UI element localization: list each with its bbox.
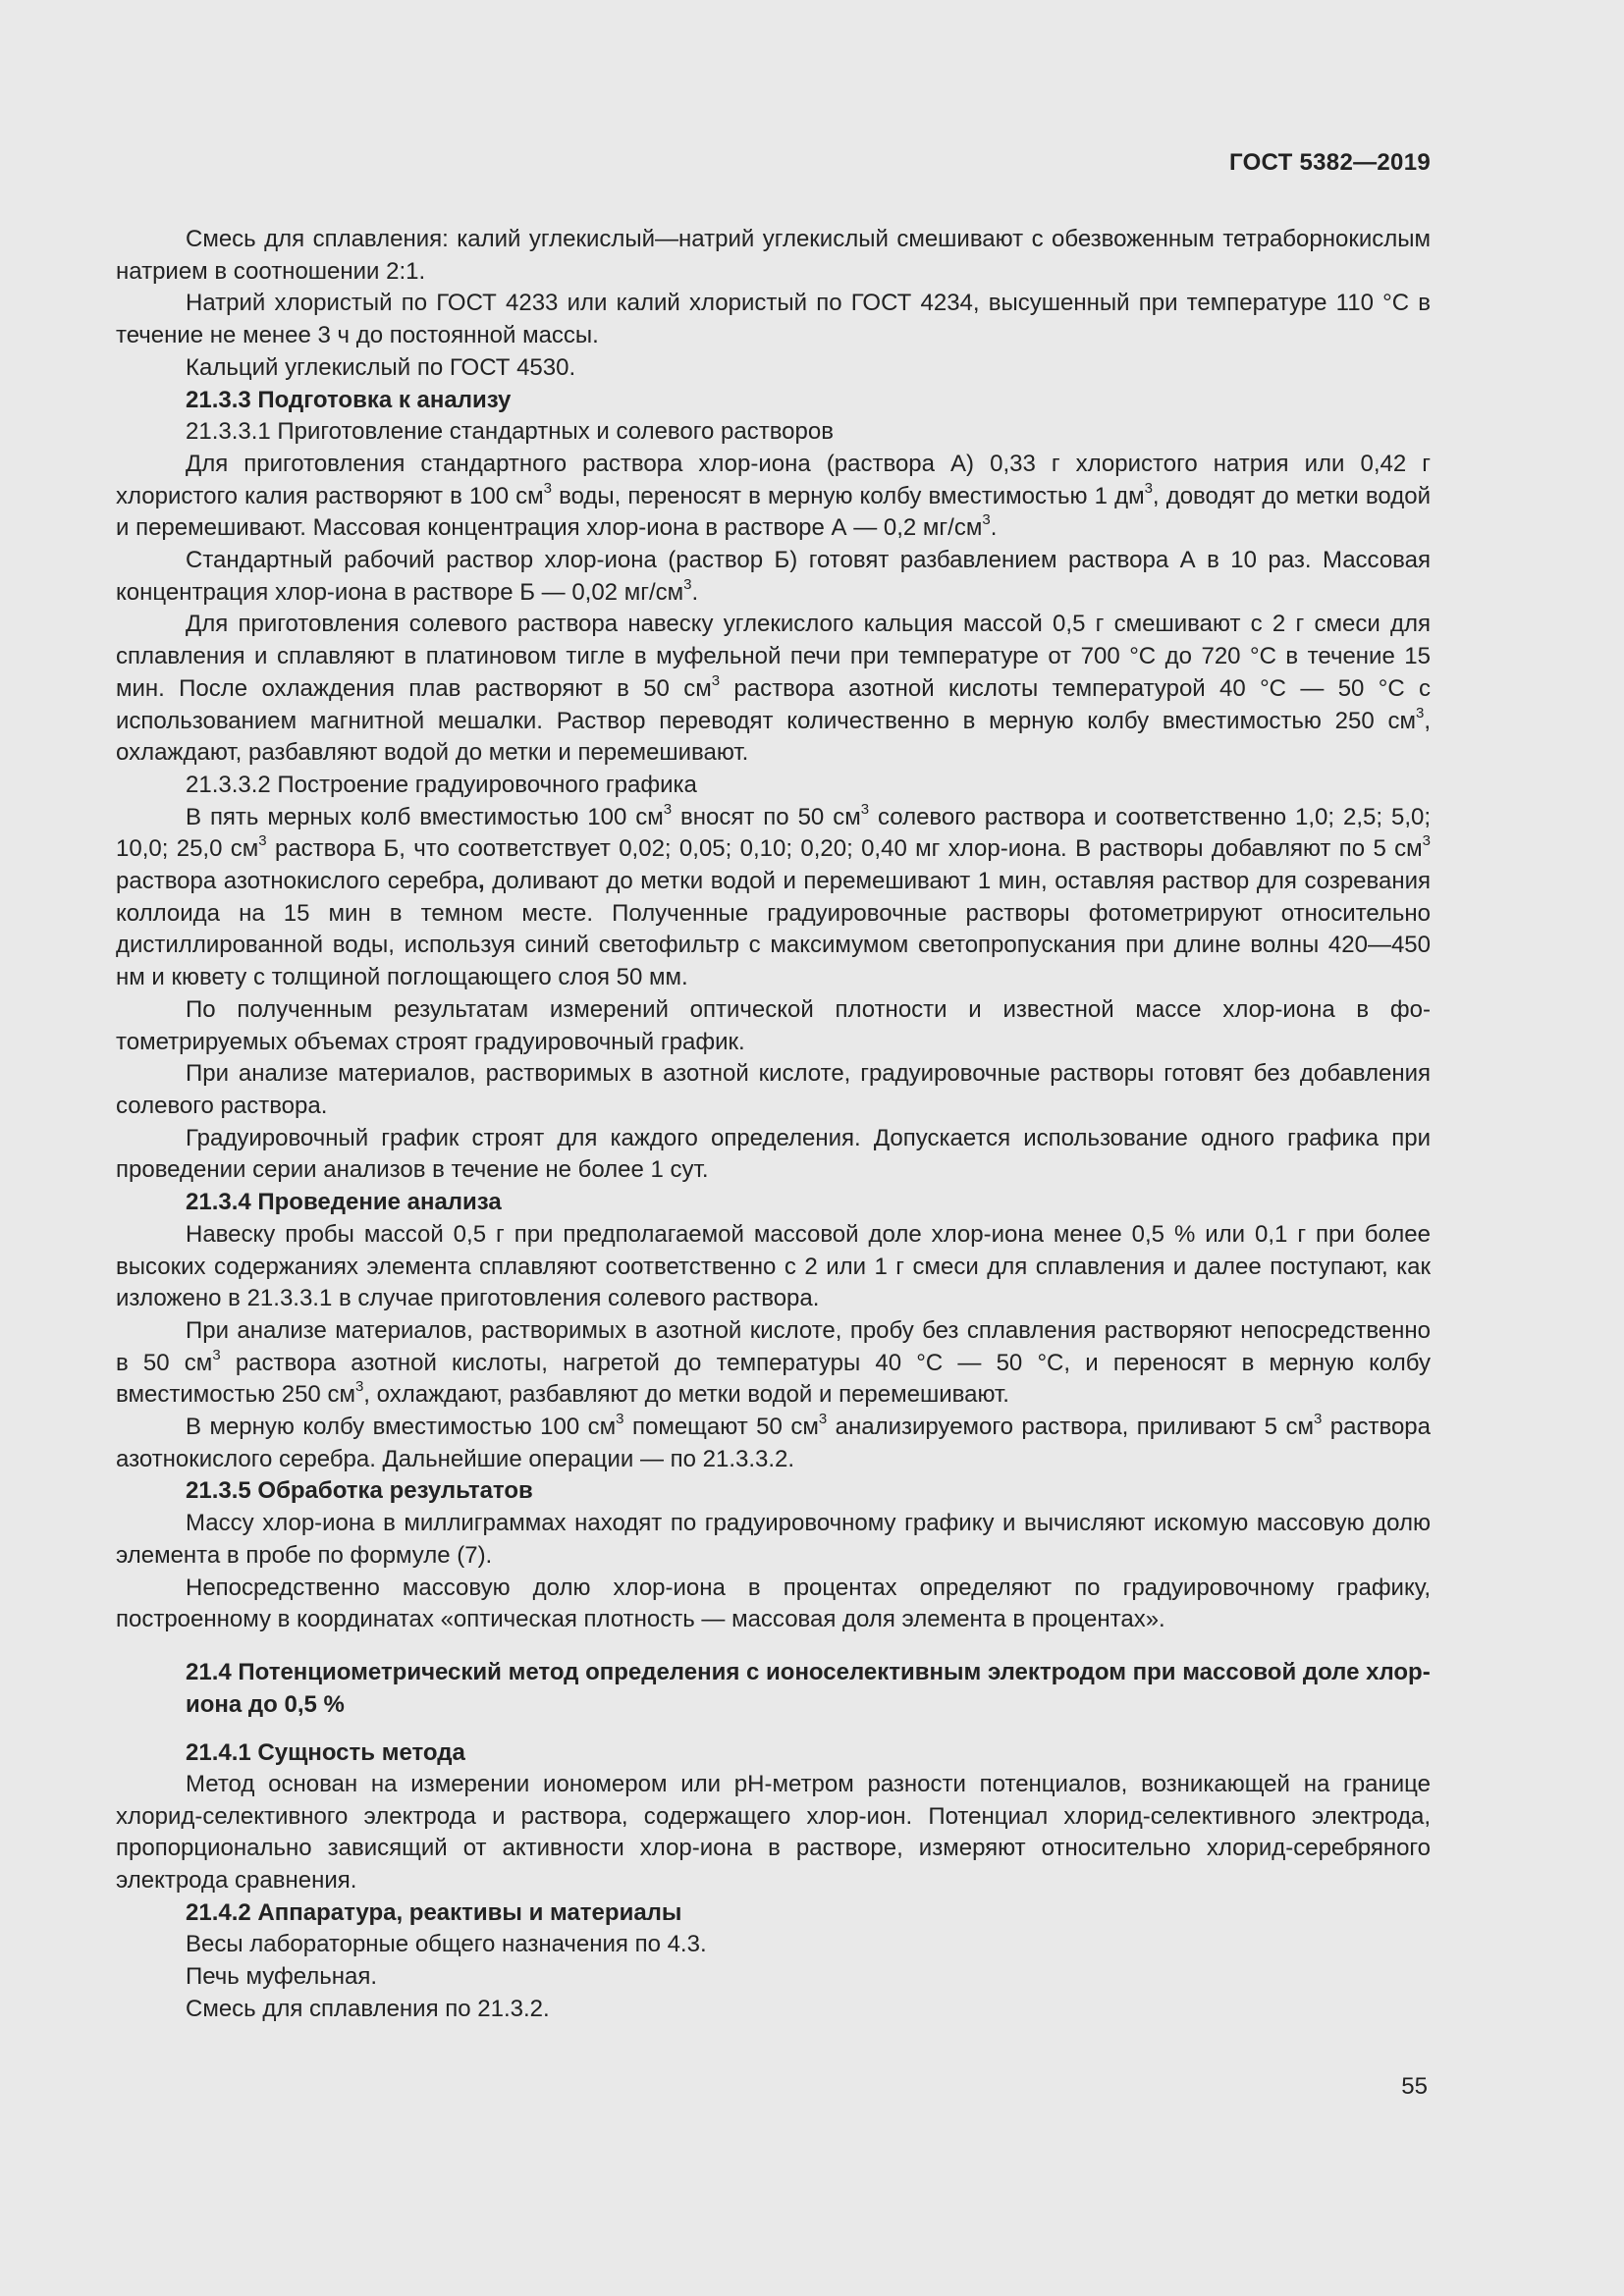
paragraph: В мерную колбу вместимостью 100 $см^3$ помещают 50 $см^3$ анализируемого раствора, приливают 5 $см^3$ раствора азотнокислого серебра. Дальнейшие операции — по 21.3.3.2. <box>116 1411 1431 1472</box>
paragraph: 21.3.3.2 Построение градуировочного графика <box>186 771 697 798</box>
paragraph: Смесь для сплавления по 21.3.2. <box>186 1995 550 2022</box>
paragraph: Навеску пробы массой 0,5 г при предполагаемой массовой доле хлор-иона менее 0,5 % или 0,1 г при более высоких содержаниях элемента сплавляют соответственно с 2 или 1 г смеси для сплавления и далее поступают, как изложено в 21.3.3.1 в случае приготовления солевого раствора. <box>116 1220 1431 1312</box>
paragraph: Печь муфельная. <box>186 1963 378 1991</box>
paragraph: Для приготовления солевого раствора навеску углекислого кальция массой 0,5 г смешивают с 2 г смеси для сплавления и сплавляют в платиновом тигле в муфельной печи при температуре от 700 °С до 720 °С в течение 15 мин. После охлаждения плав растворяют в 50 $см^3$ раствора азотной кислоты температурой 40 °С — 50 °С с использованием магнитной мешалки. Раствор переводят количественно в мерную колбу вместимостью 250 $см^3$, охлаждают, разбавляют водой до метки и перемешивают. <box>116 611 1431 767</box>
paragraph: 21.3.3.1 Приготовление стандартных и солевого растворов <box>186 418 834 446</box>
section-heading: 21.3.3 Подготовка к анализу <box>186 386 512 413</box>
section-heading: 21.4.2 Аппаратура, реактивы и материалы <box>186 1898 682 1926</box>
paragraph: Градуировочный график строят для каждого определения. Допускается использование одного графика при проведении серии анализов в течение не более 1 сут. <box>116 1124 1431 1184</box>
section-heading: 21.3.4 Проведение анализа <box>186 1189 502 1216</box>
section-heading: 21.3.5 Обработка результатов <box>186 1477 533 1505</box>
standard-code-header: ГОСТ 5382—2019 <box>1228 149 1431 176</box>
paragraph: В пять мерных колб вместимостью 100 $см^3$ вносят по 50 $см^3$ солевого раствора и соответственно 1,0; 2,5; 5,0; 10,0; 25,0 $см^3$ раствора Б, что соответствует 0,02; 0,05; 0,10; 0,20; 0,40 мг хлор-иона. В растворы добавляют по 5 $см^3$ раствора азотнокислого серебра, доливают до метки водой и перемешивают 1 мин, оставляя раствор для созревания коллоида на 15 мин в темном месте. Полученные градуировочные растворы фотометрируют относительно дистиллированной воды, используя синий светофильтр с максимумом светопропускания при длине волны 420—450 нм и кювету с толщиной поглощающего слоя 50 мм. <box>116 800 1432 991</box>
paragraph: По полученным результатам измерений оптической плотности и известной массе хлор-иона в фотометрируемых объемах строят градуировочный график. <box>116 995 1431 1055</box>
paragraph: Непосредственно массовую долю хлор-иона в процентах определяют по градуировочному графику, построенному в координатах «оптическая плотность — массовая доля элемента в процентах». <box>116 1574 1431 1633</box>
page-number: 55 <box>1401 2073 1428 2100</box>
paragraph: Кальций углекислый по ГОСТ 4530. <box>186 353 576 381</box>
paragraph: Для приготовления стандартного раствора хлор-иона (раствора А) 0,33 г хлористого натрия или 0,42 г хлористого калия растворяют в 100 $см^3$ воды, переносят в мерную колбу вместимостью 1 $дм^3$, доводят до метки водой и перемешивают. Массовая концентрация хлор-иона в растворе А — 0,2 $мг/см^3$. <box>116 450 1431 542</box>
document-body <box>116 224 1431 2026</box>
paragraph: Метод основан на измерении иономером или pH-метром разности потенциалов, возникающей на границе хлорид-селективного электрода и раствора, содержащего хлор-ион. Потенциал хлорид-селективного электрода, пропорционально зависящий от активности хлор-иона в растворе, измеряют относительно хлорид-серебряного электрода сравнения. <box>116 1770 1431 1895</box>
paragraph: Смесь для сплавления: калий углекислый—натрий углекислый смешивают с обезвоженным тетраборнокислым натрием в соотношении 2:1. <box>116 226 1431 285</box>
paragraph: При анализе материалов, растворимых в азотной кислоте, градуировочные растворы готовят без добавления солевого раствора. <box>116 1060 1431 1119</box>
section-heading: 21.4.1 Сущность метода <box>186 1738 465 1766</box>
paragraph: Массу хлор-иона в миллиграммах находят по градуировочному графику и вычисляют искомую массовую долю элемента в пробе по формуле (7). <box>116 1510 1431 1569</box>
subsection-heading: 21.4 Потенциометрический метод определения с ионоселективным электродом при массовой доле хлор-иона до 0,5 % <box>186 1658 1431 1718</box>
paragraph: При анализе материалов, растворимых в азотной кислоте, пробу без сплавления растворяют непосредственно в 50 $см^3$ раствора азотной кислоты, нагретой до температуры 40 °С — 50 °С, и переносят в мерную колбу вместимостью 250 $см^3$, охлаждают, разбавляют до метки водой и перемешивают. <box>116 1316 1431 1409</box>
paragraph: Весы лабораторные общего назначения по 4.3. <box>186 1931 707 1958</box>
paragraph: Натрий хлористый по ГОСТ 4233 или калий хлористый по ГОСТ 4234, высушенный при температуре 110 °С в течение не менее 3 ч до постоянной массы. <box>116 290 1431 349</box>
paragraph: Стандартный рабочий раствор хлор-иона (раствор Б) готовят разбавлением раствора А в 10 раз. Массовая концентрация хлор-иона в растворе Б — 0,02 $мг/см^3$. <box>116 547 1431 606</box>
